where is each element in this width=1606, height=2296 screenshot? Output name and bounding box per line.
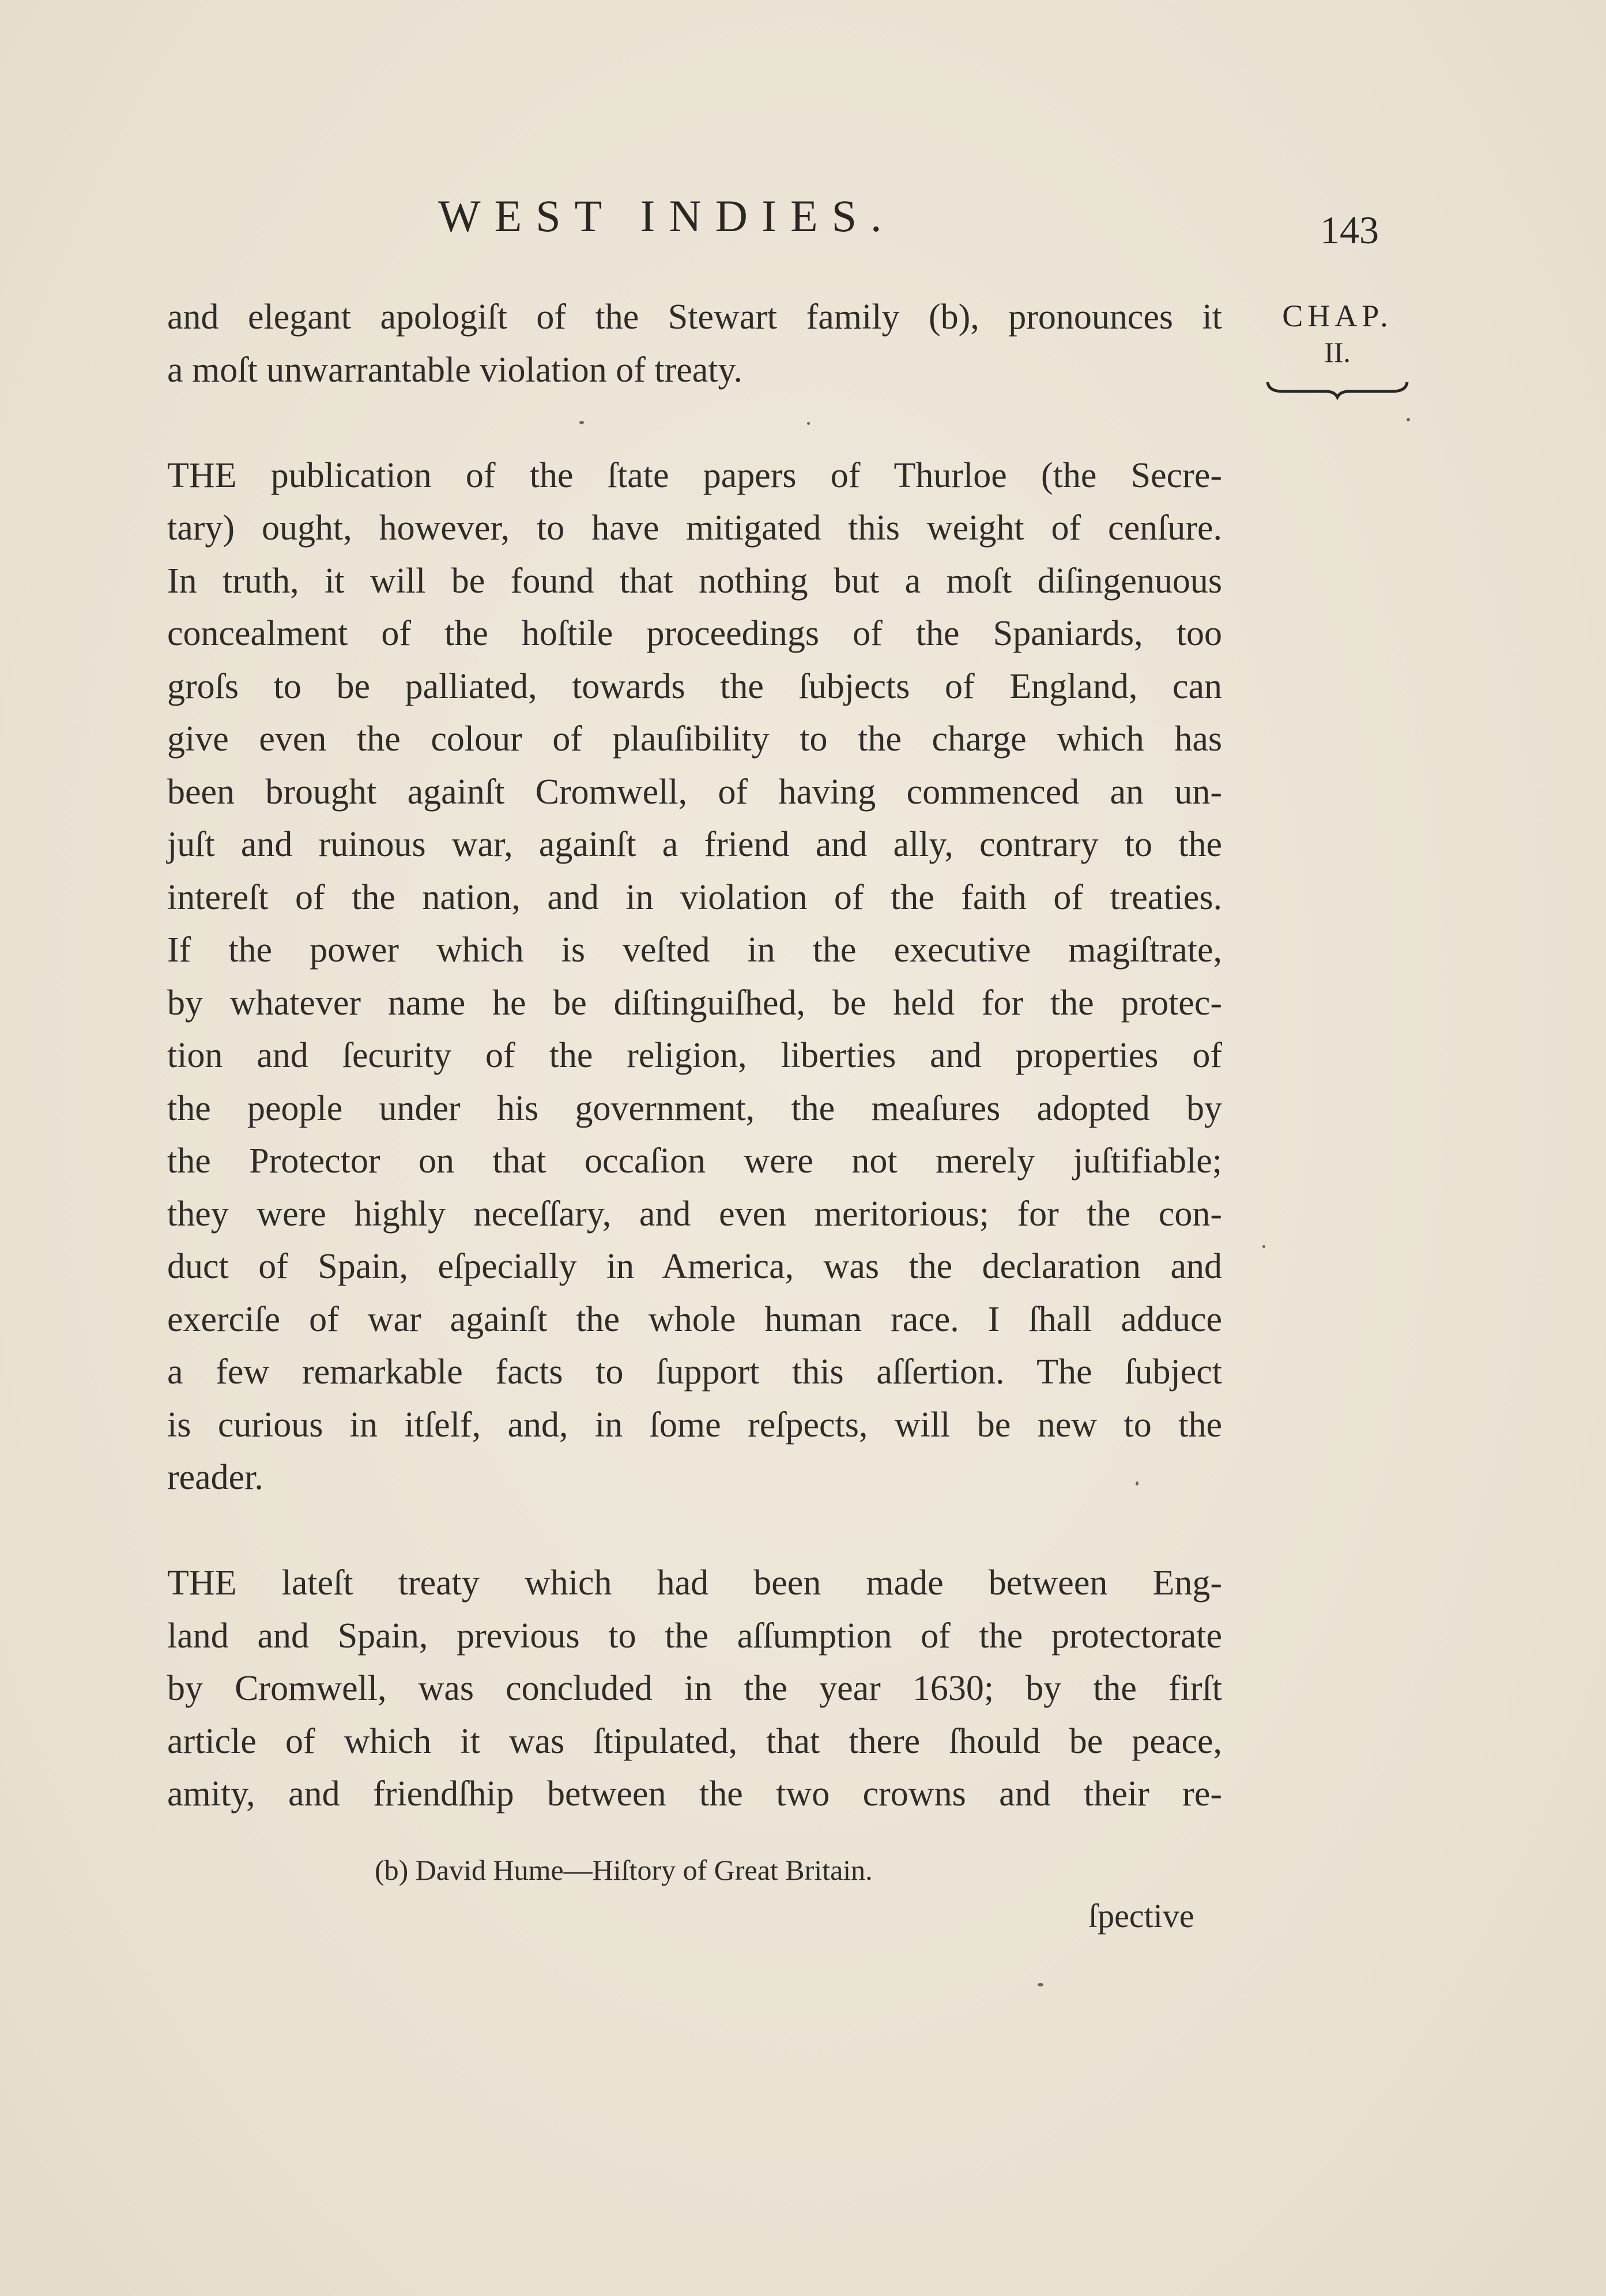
running-head: WEST INDIES. (438, 191, 896, 241)
paragraph-3 (167, 1557, 1222, 1821)
paper-speck (1407, 418, 1410, 421)
text-line: give even the colour of plauſibility to the charge which has (167, 719, 1222, 759)
text-line: juſt and ruinous war, againſt a friend and ally, contrary to the (167, 825, 1222, 864)
text-line: tion and ſecurity of the religion, liberties and properties of (167, 1036, 1222, 1075)
text-line: duct of Spain, eſpecially in America, was the declaration and (167, 1247, 1222, 1286)
text-line: the Protector on that occaſion were not merely juſtifiable; (167, 1141, 1222, 1181)
text-line: a moſt unwarrantable violation of treaty. (167, 350, 742, 390)
text-line: a few remarkable facts to ſupport this aſſertion. The ſubject (167, 1352, 1222, 1392)
text-line: intereſt of the nation, and in violation of the faith of treaties. (167, 877, 1222, 917)
text-line: If the power which is veſted in the executive magiſtrate, (167, 930, 1222, 970)
footnote: (b) David Hume—Hiſtory of Great Britain. (375, 1854, 873, 1886)
text-line: concealment of the hoſtile proceedings of the Spaniards, too (167, 614, 1222, 653)
paper-speck (1038, 1983, 1043, 1986)
text-line: reader. (167, 1458, 263, 1497)
text-line: they were highly neceſſary, and even meritorious; for the con- (167, 1194, 1222, 1234)
paper-speck (1262, 1245, 1265, 1248)
text-line: amity, and friendſhip between the two crowns and their re- (167, 1774, 1222, 1814)
text-line: article of which it was ſtipulated, that there ſhould be peace, (167, 1721, 1222, 1761)
paragraph-gap (167, 1505, 1222, 1558)
text-line: THE publication of the ſtate papers of Thurloe (the Secre- (167, 455, 1222, 495)
paper-speck (807, 422, 810, 425)
chapter-margin-note (1257, 297, 1418, 401)
text-line: In truth, it will be found that nothing but a moſt diſingenuous (167, 561, 1222, 601)
text-line: and elegant apologiſt of the Stewart family (b), pronounces it (167, 297, 1222, 337)
chapter-label: CHAP. (1282, 299, 1393, 333)
text-line: tary) ought, however, to have mitigated this weight of cenſure. (167, 508, 1222, 548)
body-text (167, 291, 1222, 1821)
text-line: land and Spain, previous to the aſſumption of the protectorate (167, 1616, 1222, 1656)
page-number: 143 (1320, 208, 1379, 252)
text-line: groſs to be palliated, towards the ſubjects of England, can (167, 666, 1222, 706)
chapter-number: II. (1324, 336, 1351, 368)
paragraph-gap (167, 397, 1222, 450)
text-line: is curious in itſelf, and, in ſome reſpects, will be new to the (167, 1405, 1222, 1445)
paper-speck (1136, 1481, 1138, 1486)
paragraph-2 (167, 450, 1222, 1505)
brace-ornament-icon (1265, 378, 1409, 401)
text-line: by Cromwell, was concluded in the year 1630; by the firſt (167, 1669, 1222, 1708)
text-line: exerciſe of war againſt the whole human race. I ſhall adduce (167, 1299, 1222, 1339)
text-line: THE lateſt treaty which had been made between Eng- (167, 1563, 1222, 1603)
text-line: by whatever name he be diſtinguiſhed, be held for the protec- (167, 983, 1222, 1023)
text-line: been brought againſt Cromwell, of having commenced an un- (167, 772, 1222, 812)
paragraph-1 (167, 291, 1222, 397)
text-line: the people under his government, the meaſures adopted by (167, 1088, 1222, 1128)
catchword: ſpective (1088, 1897, 1194, 1935)
paper-speck (579, 421, 584, 424)
